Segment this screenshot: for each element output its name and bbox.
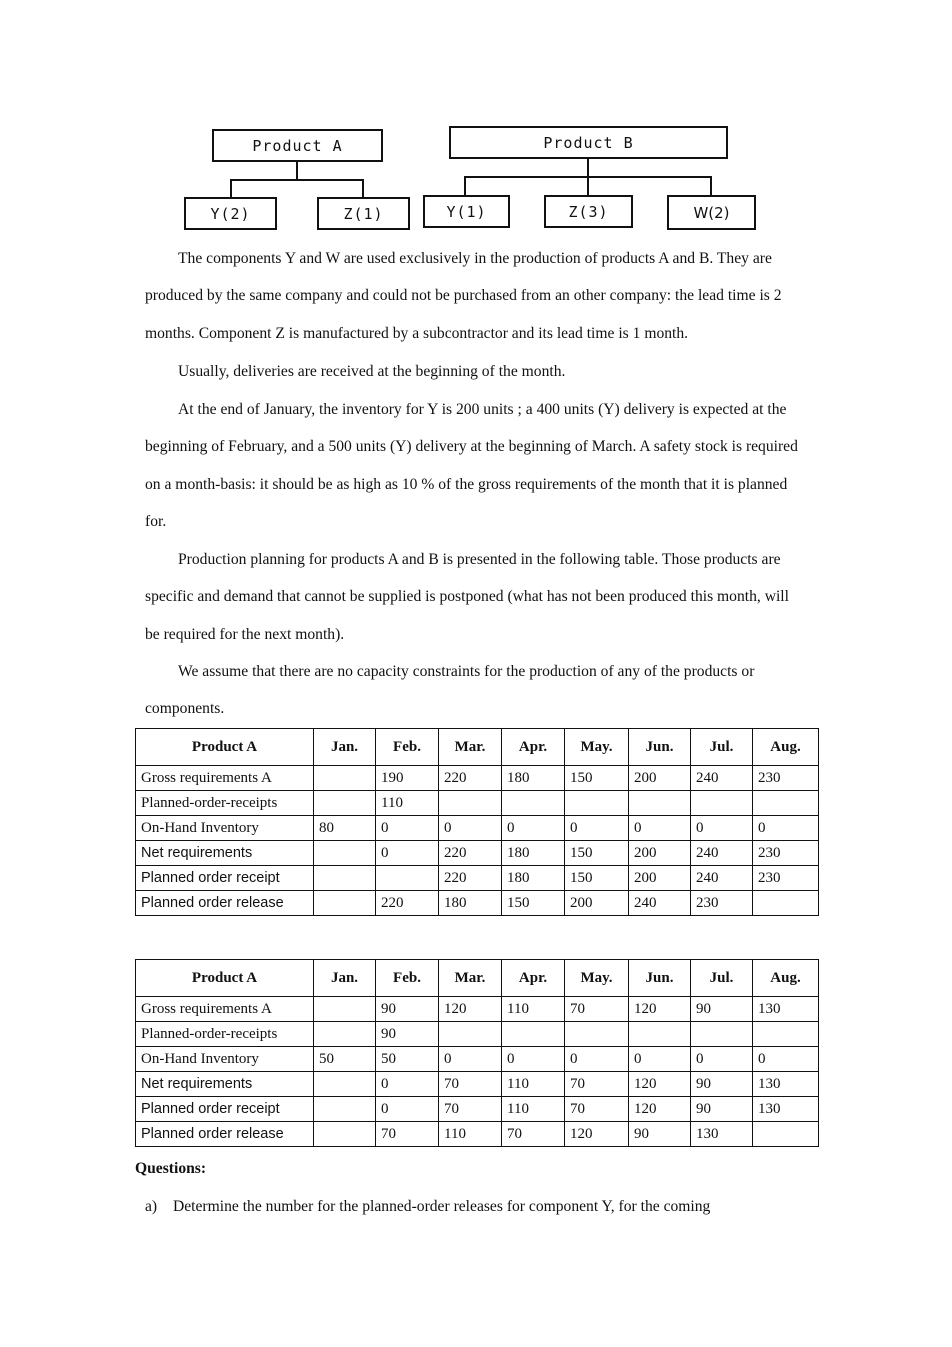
table-cell [439, 791, 502, 816]
table-cell [502, 791, 565, 816]
row-label-cell: Planned order receipt [136, 1097, 314, 1122]
table-cell: 0 [376, 1072, 439, 1097]
table-cell: 130 [753, 997, 819, 1022]
table-cell: 0 [502, 816, 565, 841]
paragraph-inventory: At the end of January, the inventory for Y is 200 units ; a 400 units (Y) delivery is expected at the beginning of February, and a 500 units (Y) delivery at the beginning of March. A safety stock is required on a month-basis: it should be as high as 10 % of the gross requirements of the month that it is planned for. [145, 401, 798, 531]
table-cell: 130 [753, 1072, 819, 1097]
row-label-cell: On-Hand Inventory [136, 1047, 314, 1072]
table-cell: 150 [502, 891, 565, 916]
row-label-cell: Gross requirements A [136, 766, 314, 791]
product-b-child-y: Y(1) [423, 195, 510, 228]
product-b-label: Product B [543, 133, 634, 152]
product-b-child-w: W(2) [667, 195, 756, 230]
mrp-table-1 [135, 728, 819, 916]
table-cell [565, 791, 629, 816]
table-cell: 70 [565, 997, 629, 1022]
row-label-cell: On-Hand Inventory [136, 816, 314, 841]
table-header-row: Product A Jan. Feb. Mar. Apr. May. Jun. Jul. Aug. [136, 729, 819, 766]
table-cell: 70 [565, 1097, 629, 1122]
table-cell: 80 [314, 816, 376, 841]
table-cell: 70 [565, 1072, 629, 1097]
table-cell: 0 [629, 1047, 691, 1072]
table-cell [314, 866, 376, 891]
table-cell: 120 [629, 1097, 691, 1122]
table-cell [314, 891, 376, 916]
table-cell [502, 1022, 565, 1047]
paragraph-capacity: We assume that there are no capacity constraints for the production of any of the products or components. [145, 663, 755, 718]
table-cell: 150 [565, 841, 629, 866]
table-cell [629, 1022, 691, 1047]
row-label-cell: Planned order release [136, 891, 314, 916]
table-cell: 90 [691, 997, 753, 1022]
table-cell [314, 1122, 376, 1147]
table-cell: 230 [753, 866, 819, 891]
table-cell: 0 [439, 816, 502, 841]
table-cell: 200 [629, 866, 691, 891]
row-label-cell: Planned-order-receipts [136, 1022, 314, 1047]
table-cell: 0 [376, 816, 439, 841]
table-cell: 150 [565, 866, 629, 891]
row-label-cell: Planned order release [136, 1122, 314, 1147]
table-cell [753, 891, 819, 916]
table-cell: 180 [439, 891, 502, 916]
table-cell: 240 [691, 841, 753, 866]
product-b-box [449, 126, 728, 159]
table-cell: 0 [376, 841, 439, 866]
table-cell: 220 [439, 866, 502, 891]
question-a-label: a) [145, 1198, 158, 1215]
table-cell [314, 1022, 376, 1047]
table-cell: 130 [691, 1122, 753, 1147]
table-cell: 150 [565, 766, 629, 791]
table-row [136, 841, 819, 866]
table-cell [314, 1072, 376, 1097]
row-label-cell: Net requirements [136, 1072, 314, 1097]
paragraph-planning: Production planning for products A and B is presented in the following table. Those products are specific and demand that cannot be supplied is postponed (what has not been produced this month, will be required for the next month). [145, 551, 789, 643]
table-cell: 90 [691, 1097, 753, 1122]
table-cell: 0 [753, 816, 819, 841]
table-cell: 200 [629, 841, 691, 866]
table-row [136, 1097, 819, 1122]
table-cell: 70 [376, 1122, 439, 1147]
table-row [136, 1122, 819, 1147]
paragraph-components: The components Y and W are used exclusively in the production of products A and B. They are produced by the same company and could not be purchased from an other company: the lead time is 2 months. Component Z is manufactured by a subcontractor and its lead time is 1 month. [145, 250, 782, 342]
table-cell [439, 1022, 502, 1047]
table-cell: 0 [753, 1047, 819, 1072]
table-cell: 0 [439, 1047, 502, 1072]
table-cell [314, 997, 376, 1022]
table-row [136, 1047, 819, 1072]
table-cell: 220 [439, 766, 502, 791]
table-cell: 220 [439, 841, 502, 866]
table-cell [314, 766, 376, 791]
table-cell [691, 791, 753, 816]
table-cell: 110 [502, 997, 565, 1022]
table-cell: 230 [691, 891, 753, 916]
table-row [136, 766, 819, 791]
table-cell: 120 [629, 997, 691, 1022]
product-b-child-z: Z(3) [544, 195, 633, 228]
table-cell: 70 [439, 1072, 502, 1097]
table-cell: 120 [565, 1122, 629, 1147]
table-row [136, 1072, 819, 1097]
table-cell: 240 [629, 891, 691, 916]
table-cell: 240 [691, 866, 753, 891]
table-cell [753, 791, 819, 816]
paragraph-deliveries: Usually, deliveries are received at the beginning of the month. [178, 363, 566, 380]
table-cell: 50 [376, 1047, 439, 1072]
row-label-cell: Planned-order-receipts [136, 791, 314, 816]
table-cell: 110 [439, 1122, 502, 1147]
question-a-text: Determine the number for the planned-order releases for component Y, for the coming [173, 1198, 711, 1215]
product-a-child-z: Z(1) [317, 197, 410, 230]
table-row [136, 997, 819, 1022]
table-cell: 180 [502, 841, 565, 866]
table-cell: 0 [691, 1047, 753, 1072]
table-row [136, 791, 819, 816]
table-cell [629, 791, 691, 816]
table-cell: 90 [629, 1122, 691, 1147]
row-label-cell: Gross requirements A [136, 997, 314, 1022]
question-a [145, 1198, 710, 1216]
questions-title: Questions: [135, 1160, 207, 1177]
table-cell: 0 [565, 816, 629, 841]
table-cell: 90 [691, 1072, 753, 1097]
table-row [136, 866, 819, 891]
table-cell: 110 [502, 1072, 565, 1097]
table-cell: 190 [376, 766, 439, 791]
table-cell: 200 [565, 891, 629, 916]
row-label-cell: Net requirements [136, 841, 314, 866]
table-cell: 0 [502, 1047, 565, 1072]
product-a-child-y: Y(2) [184, 197, 277, 230]
table-cell: 230 [753, 766, 819, 791]
table-cell [753, 1122, 819, 1147]
product-a-label: Product A [252, 136, 343, 155]
table-cell [565, 1022, 629, 1047]
table-cell: 110 [502, 1097, 565, 1122]
table-cell: 0 [565, 1047, 629, 1072]
table-cell: 180 [502, 866, 565, 891]
table-cell: 90 [376, 997, 439, 1022]
table-cell: 0 [629, 816, 691, 841]
product-a-box [212, 129, 383, 162]
table-row [136, 816, 819, 841]
table-cell: 50 [314, 1047, 376, 1072]
table-cell: 0 [376, 1097, 439, 1122]
table-cell: 90 [376, 1022, 439, 1047]
mrp-table-2 [135, 959, 819, 1147]
table-cell: 200 [629, 766, 691, 791]
table-cell: 230 [753, 841, 819, 866]
table-cell: 70 [439, 1097, 502, 1122]
row-label-cell: Planned order receipt [136, 866, 314, 891]
table-cell: 220 [376, 891, 439, 916]
table-cell: 70 [502, 1122, 565, 1147]
table-cell [314, 841, 376, 866]
table-cell: 120 [439, 997, 502, 1022]
table-cell: 120 [629, 1072, 691, 1097]
table-cell: 0 [691, 816, 753, 841]
table-cell: 240 [691, 766, 753, 791]
table-cell [314, 791, 376, 816]
table-cell [376, 866, 439, 891]
table-cell: 130 [753, 1097, 819, 1122]
table-cell [691, 1022, 753, 1047]
table-cell [753, 1022, 819, 1047]
table-cell [314, 1097, 376, 1122]
table-cell: 180 [502, 766, 565, 791]
table-row [136, 891, 819, 916]
table-cell: 110 [376, 791, 439, 816]
table-row [136, 1022, 819, 1047]
table-header-row: Product A Jan. Feb. Mar. Apr. May. Jun. Jul. Aug. [136, 960, 819, 997]
